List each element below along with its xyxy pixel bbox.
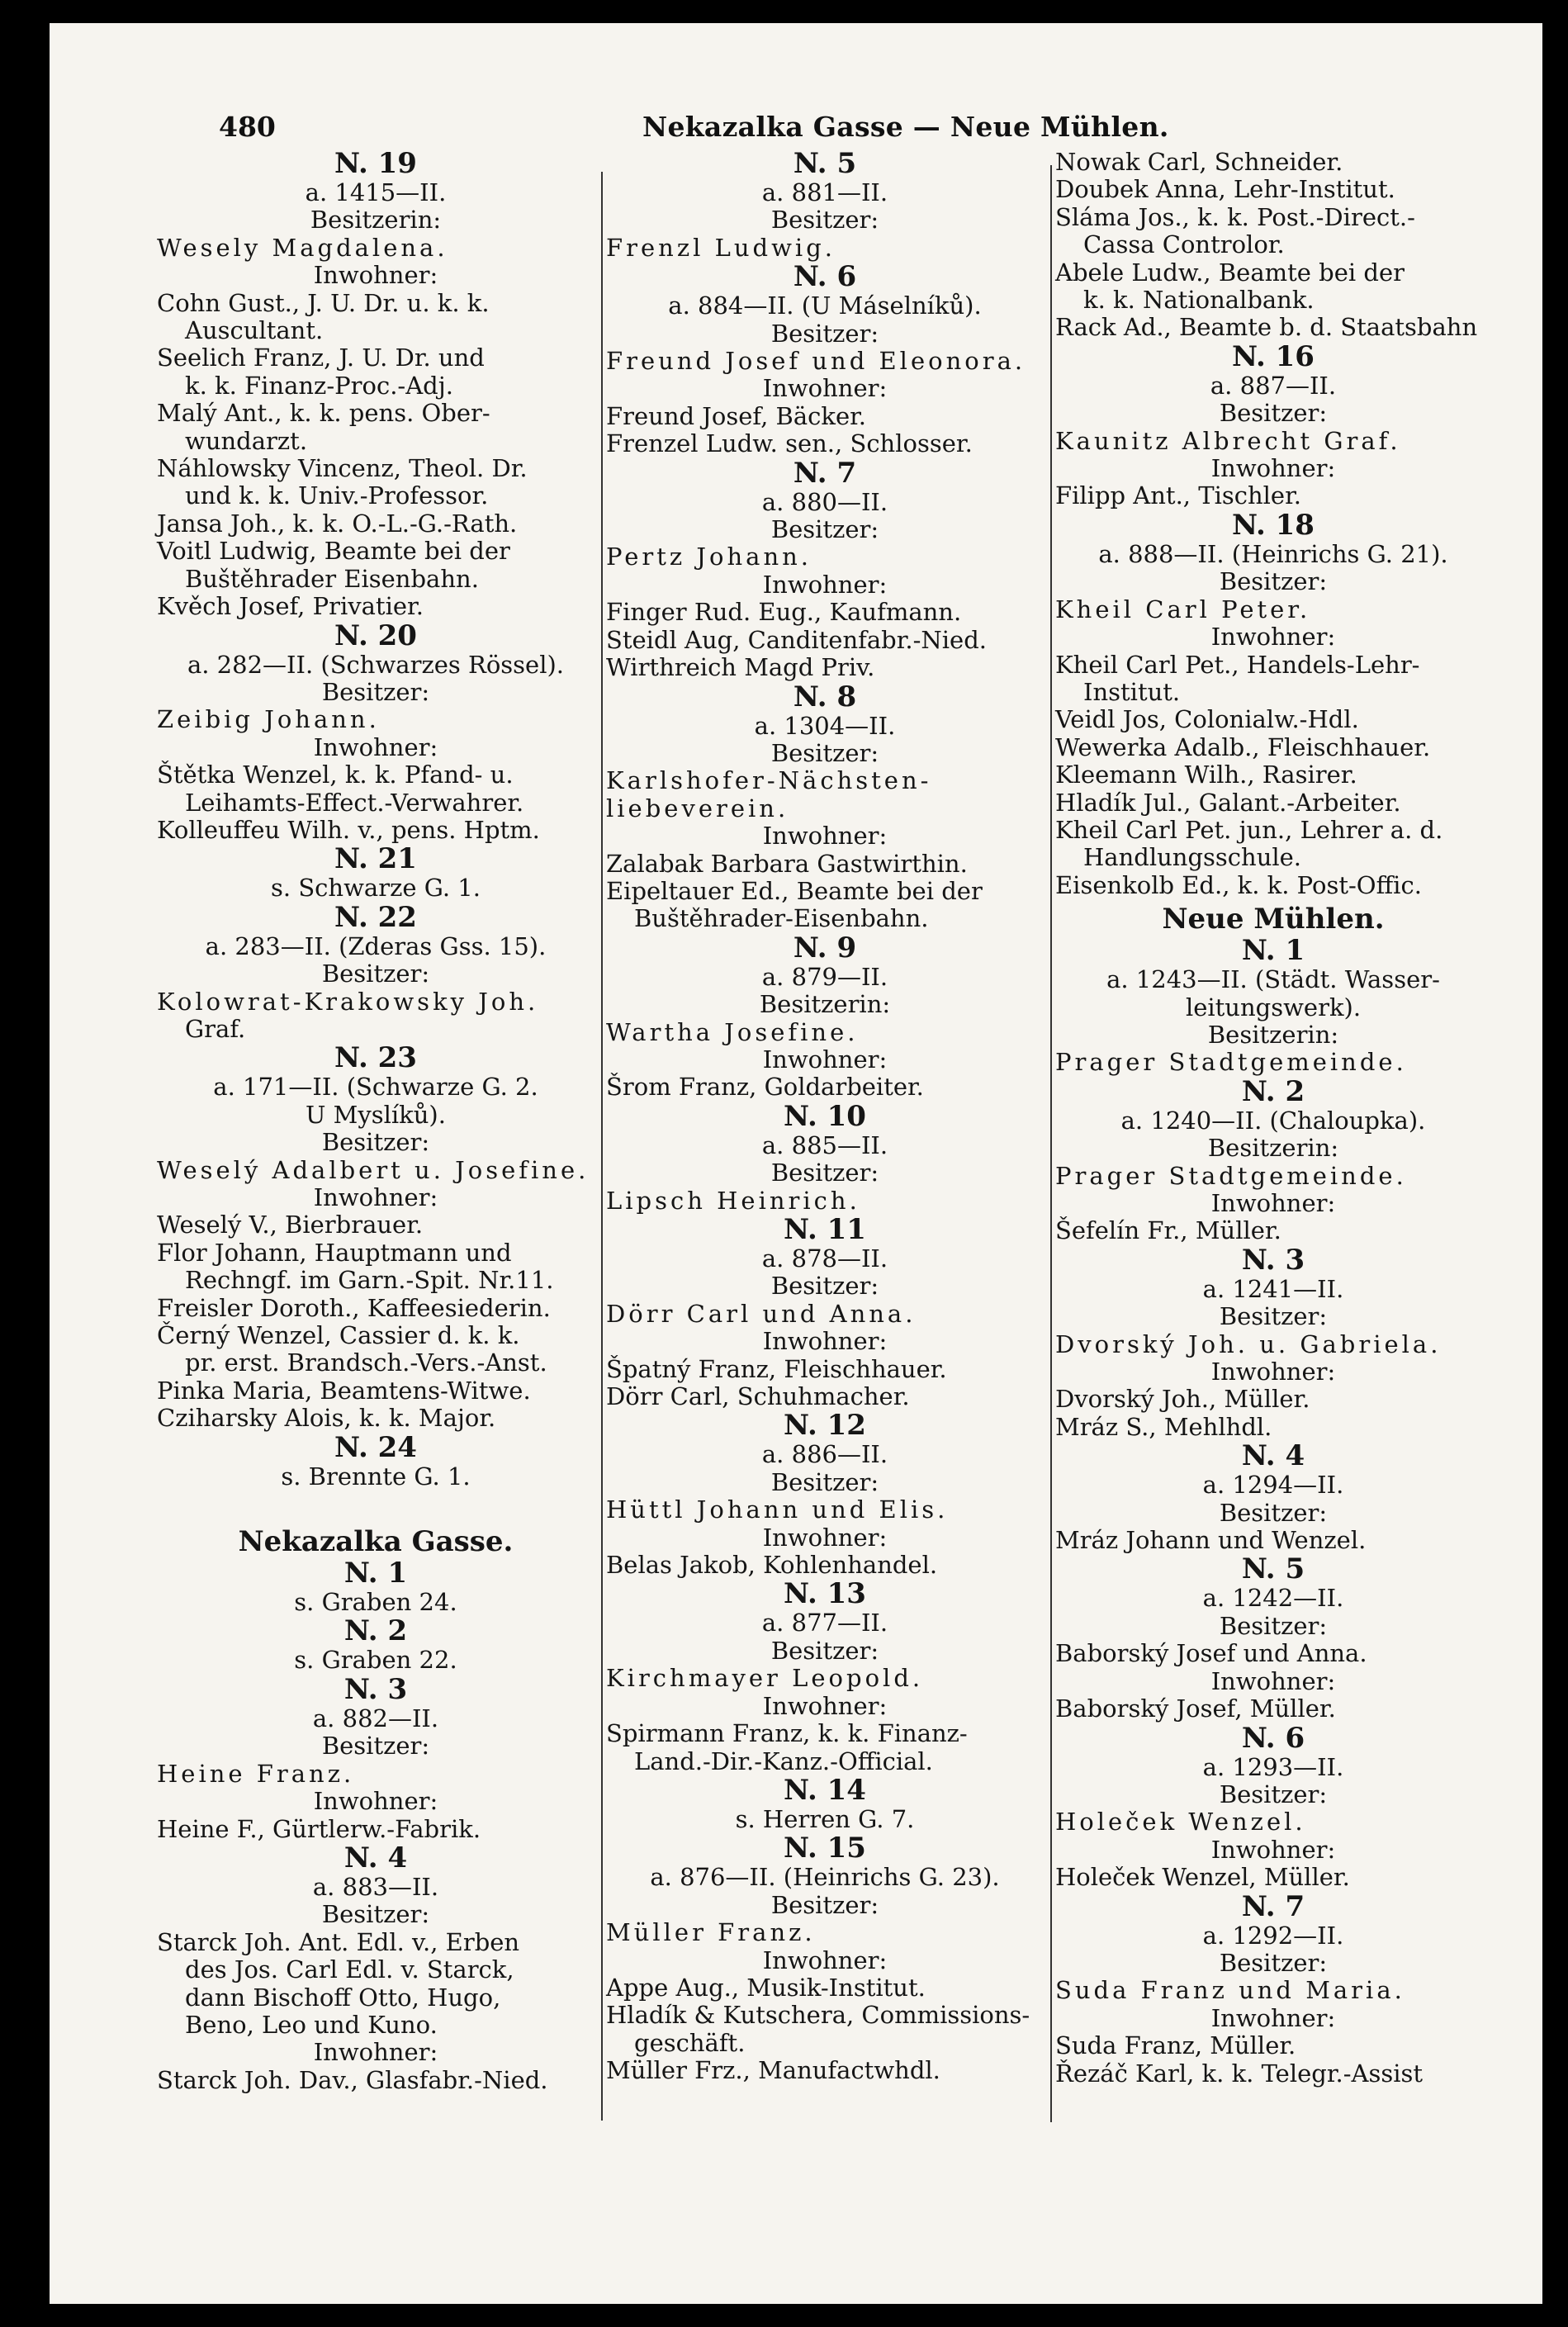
resident-entry: Abele Ludw., Beamte bei der — [1055, 258, 1405, 287]
entry-note: Besitzer: — [1219, 1498, 1328, 1527]
owner-name: Dvorský Joh. u. Gabriela. — [1055, 1329, 1442, 1358]
resident-entry: Mráz Johann und Wenzel. — [1055, 1526, 1367, 1555]
entry-note: a. 883—II. — [312, 1872, 439, 1901]
resident-entry: Filipp Ant., Tischler. — [1055, 481, 1301, 510]
house-number: N. 2 — [343, 1614, 408, 1648]
entry-note: Inwohner: — [762, 1327, 888, 1356]
entry-note: Inwohner: — [1210, 454, 1336, 483]
resident-entry: Steidl Aug, Canditenfabr.-Nied. — [606, 625, 987, 654]
owner-name: Frenzl Ludwig. — [606, 233, 836, 262]
entry-note: a. 884—II. (U Máselníků). — [668, 291, 982, 320]
entry-note: Inwohner: — [762, 1045, 888, 1073]
entry-continuation: k. k. Nationalbank. — [1083, 286, 1315, 315]
entry-note: Inwohner: — [1210, 1666, 1336, 1695]
house-number: N. 9 — [793, 931, 857, 964]
house-number: N. 16 — [1232, 339, 1315, 373]
entry-note: a. 1304—II. — [754, 711, 896, 740]
column-rule-right — [1050, 165, 1052, 2122]
entry-note: s. Brennte G. 1. — [281, 1462, 471, 1491]
resident-entry: Wewerka Adalb., Fleischhauer. — [1055, 732, 1431, 761]
house-number: N. 6 — [793, 260, 857, 294]
entry-note: Besitzer: — [770, 206, 879, 235]
entry-note: Besitzer: — [321, 1900, 430, 1929]
house-number: N. 15 — [784, 1832, 866, 1865]
resident-entry: Weselý V., Bierbrauer. — [157, 1211, 424, 1239]
resident-entry: Štětka Wenzel, k. k. Pfand- u. — [157, 761, 514, 789]
entry-note: a. 880—II. — [761, 487, 888, 516]
column-1 — [157, 149, 595, 2094]
house-number: N. 23 — [334, 1041, 417, 1075]
entry-note: Besitzer: — [770, 1272, 879, 1301]
resident-entry: Doubek Anna, Lehr-Institut. — [1055, 175, 1395, 204]
resident-entry: Spirmann Franz, k. k. Finanz- — [606, 1719, 968, 1748]
resident-entry: Hladík Jul., Galant.-Arbeiter. — [1055, 788, 1401, 817]
owner-name: Pertz Johann. — [606, 543, 812, 571]
entry-note: Besitzerin: — [310, 206, 442, 235]
entry-note: Besitzer: — [1219, 399, 1328, 428]
entry-continuation: Institut. — [1083, 677, 1181, 706]
resident-entry: Černý Wenzel, Cassier d. k. k. — [157, 1321, 520, 1350]
entry-note: Besitzer: — [321, 1128, 430, 1157]
house-number: N. 12 — [784, 1409, 866, 1443]
resident-entry: Appe Aug., Musik-Institut. — [606, 1973, 926, 2002]
resident-entry: Cziharsky Alois, k. k. Major. — [157, 1404, 496, 1433]
owner-name: Prager Stadtgemeinde. — [1055, 1161, 1407, 1190]
house-number: N. 6 — [1241, 1721, 1305, 1755]
entry-note: Besitzer: — [1219, 1302, 1328, 1331]
house-number: N. 2 — [1241, 1074, 1305, 1108]
house-number: N. 8 — [793, 680, 857, 713]
resident-entry: Freund Josef, Bäcker. — [606, 401, 867, 430]
house-number: N. 24 — [334, 1430, 417, 1464]
house-number: N. 18 — [1232, 508, 1315, 542]
page-number: 480 — [219, 111, 276, 143]
resident-entry: Baborský Josef und Anna. — [1055, 1639, 1367, 1668]
resident-entry: Finger Rud. Eug., Kaufmann. — [606, 598, 962, 627]
entry-note: a. 171—II. (Schwarze G. 2. — [213, 1073, 538, 1102]
resident-entry: Suda Franz, Müller. — [1055, 2031, 1296, 2060]
resident-entry: Sláma Jos., k. k. Post.-Direct.- — [1055, 202, 1415, 231]
entry-continuation: Buštěhrader Eisenbahn. — [185, 564, 479, 593]
entry-note: Besitzer: — [770, 319, 879, 348]
entry-note: Inwohner: — [313, 261, 438, 290]
resident-entry: Malý Ant., k. k. pens. Ober- — [157, 399, 490, 428]
entry-note: Inwohner: — [762, 1691, 888, 1720]
owner-name: Heine Franz. — [157, 1759, 355, 1788]
entry-continuation: Beno, Leo und Kuno. — [185, 2010, 438, 2039]
entry-note: Inwohner: — [762, 570, 888, 599]
resident-entry: Kheil Carl Pet. jun., Lehrer a. d. — [1055, 815, 1443, 844]
entry-note: a. 885—II. — [761, 1130, 888, 1159]
entry-continuation: Leihamts-Effect.-Verwahrer. — [185, 788, 524, 817]
street-heading: Neue Mühlen. — [1162, 903, 1385, 936]
house-number: N. 4 — [343, 1841, 408, 1874]
entry-continuation: Auscultant. — [185, 316, 324, 345]
entry-note: Inwohner: — [313, 732, 438, 761]
house-number: N. 21 — [334, 842, 417, 876]
entry-note: a. 882—II. — [312, 1704, 439, 1732]
entry-continuation: geschäft. — [634, 2028, 746, 2057]
entry-continuation: Cassa Controlor. — [1083, 230, 1285, 259]
resident-entry: Starck Joh. Dav., Glasfabr.-Nied. — [157, 2065, 548, 2094]
entry-note: Besitzer: — [770, 1159, 879, 1187]
entry-note: a. 1293—II. — [1202, 1752, 1344, 1781]
resident-entry: Kolleuffeu Wilh. v., pens. Hptm. — [157, 815, 540, 844]
owner-name: liebeverein. — [606, 794, 789, 822]
resident-entry: Belas Jakob, Kohlenhandel. — [606, 1551, 938, 1580]
resident-entry: Baborský Josef, Müller. — [1055, 1694, 1336, 1723]
entry-note: Inwohner: — [1210, 623, 1336, 652]
resident-entry: Šefelín Fr., Müller. — [1055, 1216, 1281, 1245]
entry-note: Besitzer: — [321, 677, 430, 706]
entry-note: Inwohner: — [313, 2038, 438, 2067]
entry-continuation: dann Bischoff Otto, Hugo, — [185, 1983, 501, 2012]
entry-note: s. Graben 24. — [294, 1588, 457, 1617]
entry-continuation: Graf. — [185, 1014, 246, 1043]
entry-note: a. 876—II. (Heinrichs G. 23). — [650, 1863, 1000, 1892]
resident-entry: Heine F., Gürtlerw.-Fabrik. — [157, 1814, 481, 1843]
entry-note: a. 1294—II. — [1202, 1471, 1344, 1500]
entry-note: s. Graben 22. — [294, 1646, 457, 1675]
entry-note: a. 1415—II. — [305, 178, 447, 206]
resident-entry: Náhlowsky Vincenz, Theol. Dr. — [157, 454, 528, 483]
entry-note: s. Schwarze G. 1. — [271, 874, 481, 903]
entry-continuation: Buštěhrader-Eisenbahn. — [634, 904, 929, 933]
resident-entry: Starck Joh. Ant. Edl. v., Erben — [157, 1927, 520, 1956]
resident-entry: Müller Frz., Manufactwhdl. — [606, 2056, 940, 2085]
entry-note: Besitzer: — [321, 960, 430, 988]
entry-note: Besitzerin: — [1207, 1020, 1339, 1049]
entry-continuation: Land.-Dir.-Kanz.-Official. — [634, 1746, 933, 1775]
house-number: N. 19 — [334, 147, 417, 180]
resident-entry: Řezáč Karl, k. k. Telegr.-Assist — [1055, 2059, 1424, 2088]
entry-note: Besitzer: — [770, 1890, 879, 1919]
owner-name: Wartha Josefine. — [606, 1017, 859, 1046]
resident-entry: Nowak Carl, Schneider. — [1055, 148, 1343, 176]
owner-name: Freund Josef und Eleonora. — [606, 347, 1026, 376]
entry-note: a. 877—II. — [761, 1609, 888, 1637]
entry-note: Besitzer: — [1219, 1780, 1328, 1808]
resident-entry: Veidl Jos, Colonialw.-Hdl. — [1055, 705, 1359, 734]
entry-note: U Myslíků). — [306, 1100, 446, 1129]
house-number: N. 3 — [1241, 1243, 1305, 1277]
house-number: N. 11 — [784, 1213, 866, 1246]
resident-entry: Seelich Franz, J. U. Dr. und — [157, 344, 485, 372]
owner-name: Holeček Wenzel. — [1055, 1808, 1306, 1836]
resident-entry: Rack Ad., Beamte b. d. Staatsbahn — [1055, 313, 1478, 342]
resident-entry: Hladík & Kutschera, Commissions- — [606, 2001, 1030, 2030]
entry-note: Besitzerin: — [1207, 1134, 1339, 1163]
entry-note: Inwohner: — [1210, 1358, 1336, 1386]
entry-note: a. 878—II. — [761, 1244, 888, 1273]
resident-entry: Špatný Franz, Fleischhauer. — [606, 1354, 947, 1383]
resident-entry: Cohn Gust., J. U. Dr. u. k. k. — [157, 288, 490, 317]
entry-note: Inwohner: — [1210, 2003, 1336, 2032]
entry-note: a. 1243—II. (Städt. Wasser- — [1106, 965, 1440, 994]
entry-note: a. 881—II. — [761, 178, 888, 206]
house-number: N. 1 — [1241, 934, 1305, 968]
owner-name: Prager Stadtgemeinde. — [1055, 1048, 1407, 1077]
entry-note: a. 1292—II. — [1202, 1921, 1344, 1950]
owner-name: Weselý Adalbert u. Josefine. — [157, 1155, 590, 1184]
entry-note: a. 1240—II. (Chaloupka). — [1120, 1106, 1426, 1135]
owner-name: Dörr Carl und Anna. — [606, 1299, 917, 1328]
entry-note: a. 282—II. (Schwarzes Rössel). — [187, 650, 565, 679]
owner-name: Hüttl Johann und Elis. — [606, 1495, 949, 1524]
resident-entry: Kvěch Josef, Privatier. — [157, 592, 424, 621]
resident-entry: Kleemann Wilh., Rasirer. — [1055, 761, 1357, 789]
entry-note: Besitzer: — [1219, 1611, 1328, 1640]
resident-entry: Pinka Maria, Beamtens-Witwe. — [157, 1376, 531, 1405]
owner-name: Kirchmayer Leopold. — [606, 1664, 924, 1693]
owner-name: Kheil Carl Peter. — [1055, 595, 1311, 623]
resident-entry: Frenzel Ludw. sen., Schlosser. — [606, 429, 973, 458]
resident-entry: Zalabak Barbara Gastwirthin. — [606, 849, 968, 878]
column-2 — [606, 149, 1044, 2085]
entry-continuation: des Jos. Carl Edl. v. Starck, — [185, 1955, 514, 1984]
entry-note: a. 887—II. — [1210, 371, 1337, 400]
house-number: N. 14 — [784, 1773, 866, 1807]
owner-name: Müller Franz. — [606, 1918, 816, 1947]
owner-name: Lipsch Heinrich. — [606, 1186, 860, 1215]
owner-name: Suda Franz und Maria. — [1055, 1976, 1405, 2005]
house-number: N. 10 — [784, 1099, 866, 1133]
resident-entry: Eisenkolb Ed., k. k. Post-Offic. — [1055, 870, 1422, 899]
entry-continuation: wundarzt. — [185, 426, 308, 455]
resident-entry: Flor Johann, Hauptmann und — [157, 1238, 512, 1267]
house-number: N. 20 — [334, 618, 417, 652]
owner-name: Kolowrat-Krakowsky Joh. — [157, 987, 539, 1016]
entry-note: Besitzer: — [321, 1732, 430, 1761]
entry-continuation: pr. erst. Brandsch.-Vers.-Anst. — [185, 1348, 547, 1377]
resident-entry: Dvorský Joh., Müller. — [1055, 1385, 1310, 1414]
resident-entry: Wirthreich Magd Priv. — [606, 653, 875, 682]
resident-entry: Voitl Ludwig, Beamte bei der — [157, 537, 510, 566]
running-title: Nekazalka Gasse — Neue Mühlen. — [642, 111, 1169, 143]
resident-entry: Jansa Joh., k. k. O.-L.-G.-Rath. — [157, 509, 518, 538]
entry-note: Inwohner: — [762, 374, 888, 403]
house-number: N. 7 — [1241, 1889, 1305, 1923]
entry-note: Inwohner: — [313, 1183, 438, 1211]
entry-note: s. Herren G. 7. — [735, 1804, 915, 1833]
owner-name: Kaunitz Albrecht Graf. — [1055, 426, 1401, 455]
entry-note: a. 888—II. (Heinrichs G. 21). — [1098, 539, 1448, 568]
resident-entry: Dörr Carl, Schuhmacher. — [606, 1382, 910, 1411]
owner-name: Karlshofer-Nächsten- — [606, 766, 932, 795]
resident-entry: Kheil Carl Pet., Handels-Lehr- — [1055, 650, 1420, 679]
entry-note: Besitzer: — [770, 738, 879, 767]
entry-note: Inwohner: — [762, 1945, 888, 1974]
owner-name: Wesely Magdalena. — [157, 233, 448, 262]
column-rule-left — [601, 172, 603, 2121]
entry-note: Inwohner: — [762, 1523, 888, 1552]
entry-note: Besitzer: — [770, 1636, 879, 1665]
entry-note: Besitzer: — [770, 1467, 879, 1496]
house-number: N. 3 — [343, 1672, 408, 1706]
owner-name: Zeibig Johann. — [157, 705, 380, 734]
entry-continuation: und k. k. Univ.-Professor. — [185, 481, 489, 510]
entry-note: Besitzer: — [1219, 567, 1328, 596]
entry-note: a. 283—II. (Zderas Gss. 15). — [205, 931, 547, 960]
entry-note: Inwohner: — [762, 822, 888, 851]
resident-entry: Freisler Doroth., Kaffeesiederin. — [157, 1293, 551, 1322]
entry-continuation: Rechngf. im Garn.-Spit. Nr.11. — [185, 1266, 554, 1295]
entry-note: a. 1242—II. — [1202, 1584, 1344, 1613]
resident-entry: Holeček Wenzel, Müller. — [1055, 1863, 1350, 1892]
entry-note: Inwohner: — [313, 1787, 438, 1816]
entry-continuation: k. k. Finanz-Proc.-Adj. — [185, 371, 453, 400]
entry-note: Inwohner: — [1210, 1835, 1336, 1864]
house-number: N. 5 — [1241, 1552, 1305, 1586]
entry-note: Besitzerin: — [759, 990, 891, 1019]
column-3 — [1055, 149, 1491, 2088]
entry-note: Besitzer: — [770, 515, 879, 544]
house-number: N. 1 — [343, 1557, 408, 1590]
entry-note: a. 886—II. — [761, 1440, 888, 1469]
entry-note: a. 1241—II. — [1202, 1274, 1344, 1303]
house-number: N. 7 — [793, 456, 857, 490]
house-number: N. 5 — [793, 147, 857, 180]
street-heading: Nekazalka Gasse. — [238, 1525, 514, 1559]
house-number: N. 22 — [334, 900, 417, 934]
entry-continuation: Handlungsschule. — [1083, 843, 1302, 872]
entry-note: Inwohner: — [1210, 1189, 1336, 1217]
entry-note: leitungswerk). — [1185, 993, 1362, 1021]
entry-note: Besitzer: — [1219, 1948, 1328, 1977]
resident-entry: Eipeltauer Ed., Beamte bei der — [606, 876, 983, 905]
house-number: N. 13 — [784, 1577, 866, 1611]
resident-entry: Mráz S., Mehlhdl. — [1055, 1412, 1272, 1441]
resident-entry: Šrom Franz, Goldarbeiter. — [606, 1073, 924, 1102]
house-number: N. 4 — [1241, 1439, 1305, 1473]
entry-note: a. 879—II. — [761, 962, 888, 991]
